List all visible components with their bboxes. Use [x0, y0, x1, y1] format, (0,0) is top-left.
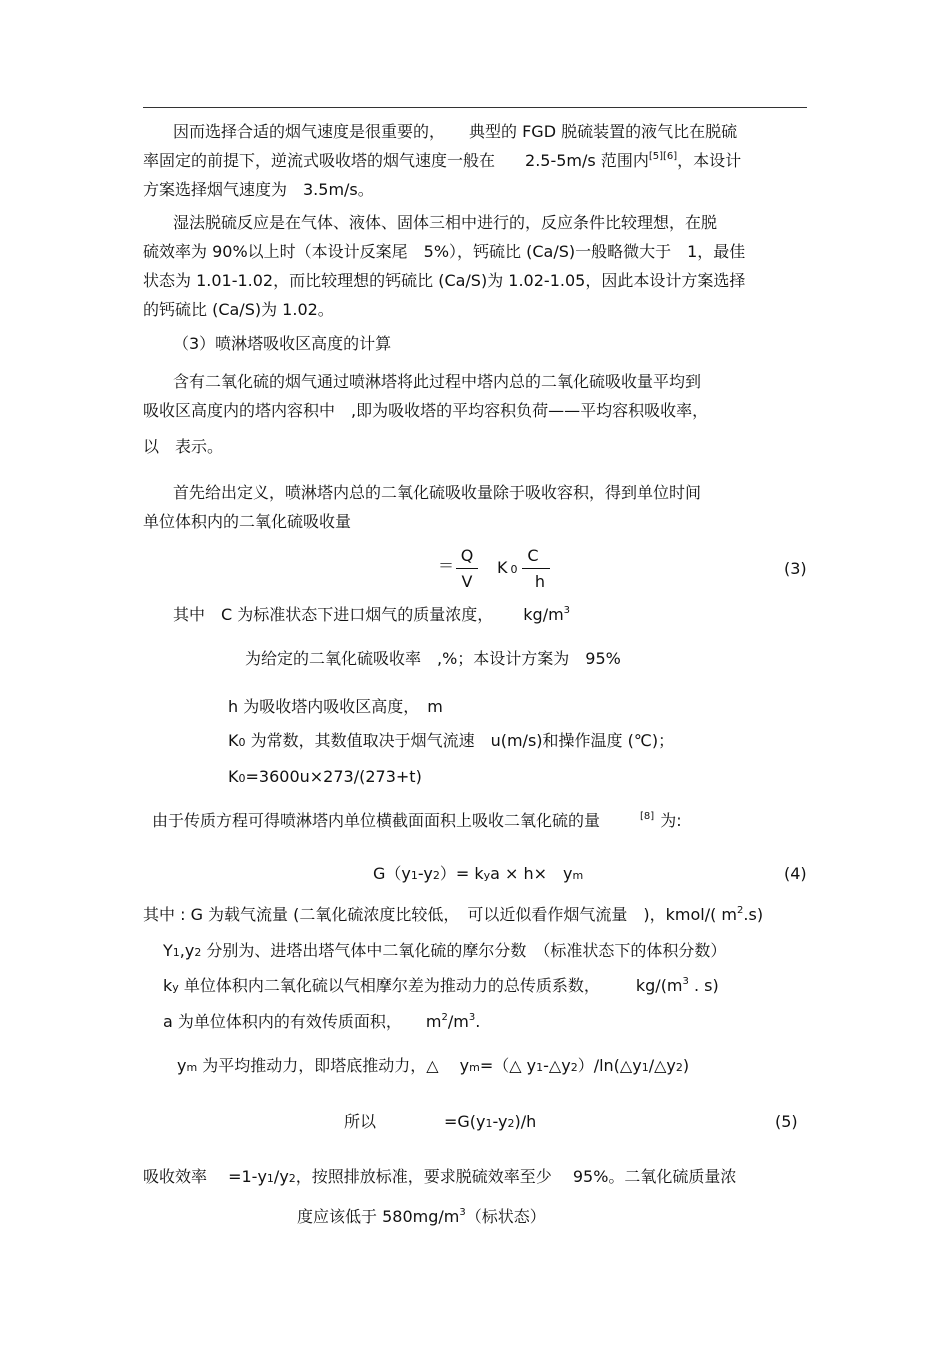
equation-number-4: (4): [784, 864, 807, 883]
paragraph-2-line-3: 状态为 1.01-1.02，而比较理想的钙硫比 (Ca/S)为 1.02-1.05，因此本设计方案选择: [143, 271, 746, 290]
equation-number-5: (5): [775, 1112, 798, 1131]
def-k0-formula: K0=3600u×273/(273+t): [228, 767, 422, 786]
def-y: Y1,y2 分别为、进塔出塔气体中二氧化硫的摩尔分数 （标准状态下的体积分数）: [163, 941, 727, 960]
paragraph-1-line-2: 率固定的前提下，逆流式吸收塔的烟气速度一般在 2.5-5m/s 范围内[5][6]，本设计: [143, 151, 742, 170]
fraction-q-over-v: Q V: [456, 546, 478, 590]
def-h: h 为吸收塔内吸收区高度， m: [228, 697, 443, 716]
paragraph-3-line-2: 吸收区高度内的塔内容积中 ,即为吸收塔的平均容积负荷——平均容积吸收率，: [143, 401, 709, 420]
def-eta: 为给定的二氧化硫吸收率 ,%；本设计方案为 95%: [245, 649, 621, 668]
def-c: 其中 C 为标准状态下进口烟气的质量浓度， $kg/m^3$: [173, 605, 571, 624]
section-heading: （3）喷淋塔吸收区高度的计算: [173, 334, 392, 353]
citation-ref: [5][6]: [648, 151, 678, 162]
equation-number-3: (3): [784, 559, 807, 578]
efficiency-line-2: 度应该低于 $580mg/m^3$（标状态）: [297, 1207, 546, 1226]
def-a: a 为单位体积内的有效传质面积， $m^2/m^3$.: [163, 1012, 481, 1031]
paragraph-1-line-3: 方案选择烟气速度为 3.5m/s。: [143, 180, 374, 199]
equation-4: G（y1-y2）= kya × h× ym: [373, 864, 584, 883]
equation-5: =G(y1-y2)/h: [444, 1112, 537, 1131]
header-rule: [143, 107, 807, 108]
paragraph-2-line-4: 的钙硫比 (Ca/S)为 1.02。: [143, 300, 334, 319]
paragraph-4-line-1: 首先给出定义，喷淋塔内总的二氧化硫吸收量除于吸收容积，得到单位时间: [173, 483, 702, 502]
def-ky: ky 单位体积内二氧化硫以气相摩尔差为推动力的总传质系数， $kg/(m^3$ . s): [163, 976, 719, 995]
paragraph-1-line-1: 因而选择合适的烟气速度是很重要的， 典型的 FGD 脱硫装置的液气比在脱硫: [173, 122, 738, 141]
paragraph-2-line-2: 硫效率为 90%以上时（本设计反案尾 5%），钙硫比 (Ca/S)一般略微大于 1，最佳: [143, 242, 746, 261]
def-ym: ym 为平均推动力，即塔底推动力，△ ym=（△ y1-△y2）/ln(△y1/△y2): [177, 1056, 690, 1075]
mass-transfer-intro: 由于传质方程可得喷淋塔内单位横截面面积上吸收二氧化硫的量 [8] 为:: [152, 811, 682, 830]
paragraph-4-line-2: 单位体积内的二氧化硫吸收量: [143, 512, 352, 531]
def-g: 其中 : G 为载气流量 (二氧化硫浓度比较低， 可以近似看作烟气流量 )，kmol/( $m^2.s$): [143, 905, 764, 924]
paragraph-2-line-1: 湿法脱硫反应是在气体、液体、固体三相中进行的，反应条件比较理想，在脱: [173, 213, 718, 232]
paragraph-3-line-3: 以 表示。: [143, 437, 224, 456]
equation-5-label: 所以: [344, 1112, 377, 1131]
def-k0: K0 为常数，其数值取决于烟气流速 u(m/s)和操作温度 (℃)；: [228, 731, 675, 750]
efficiency-line-1: 吸收效率 =1-y1/y2，按照排放标准，要求脱硫效率至少 95%。二氧化硫质量浓: [143, 1167, 737, 1186]
fraction-c-over-h: C h: [522, 546, 550, 590]
paragraph-3-line-1: 含有二氧化硫的烟气通过喷淋塔将此过程中塔内总的二氧化硫吸收量平均到: [173, 372, 702, 391]
